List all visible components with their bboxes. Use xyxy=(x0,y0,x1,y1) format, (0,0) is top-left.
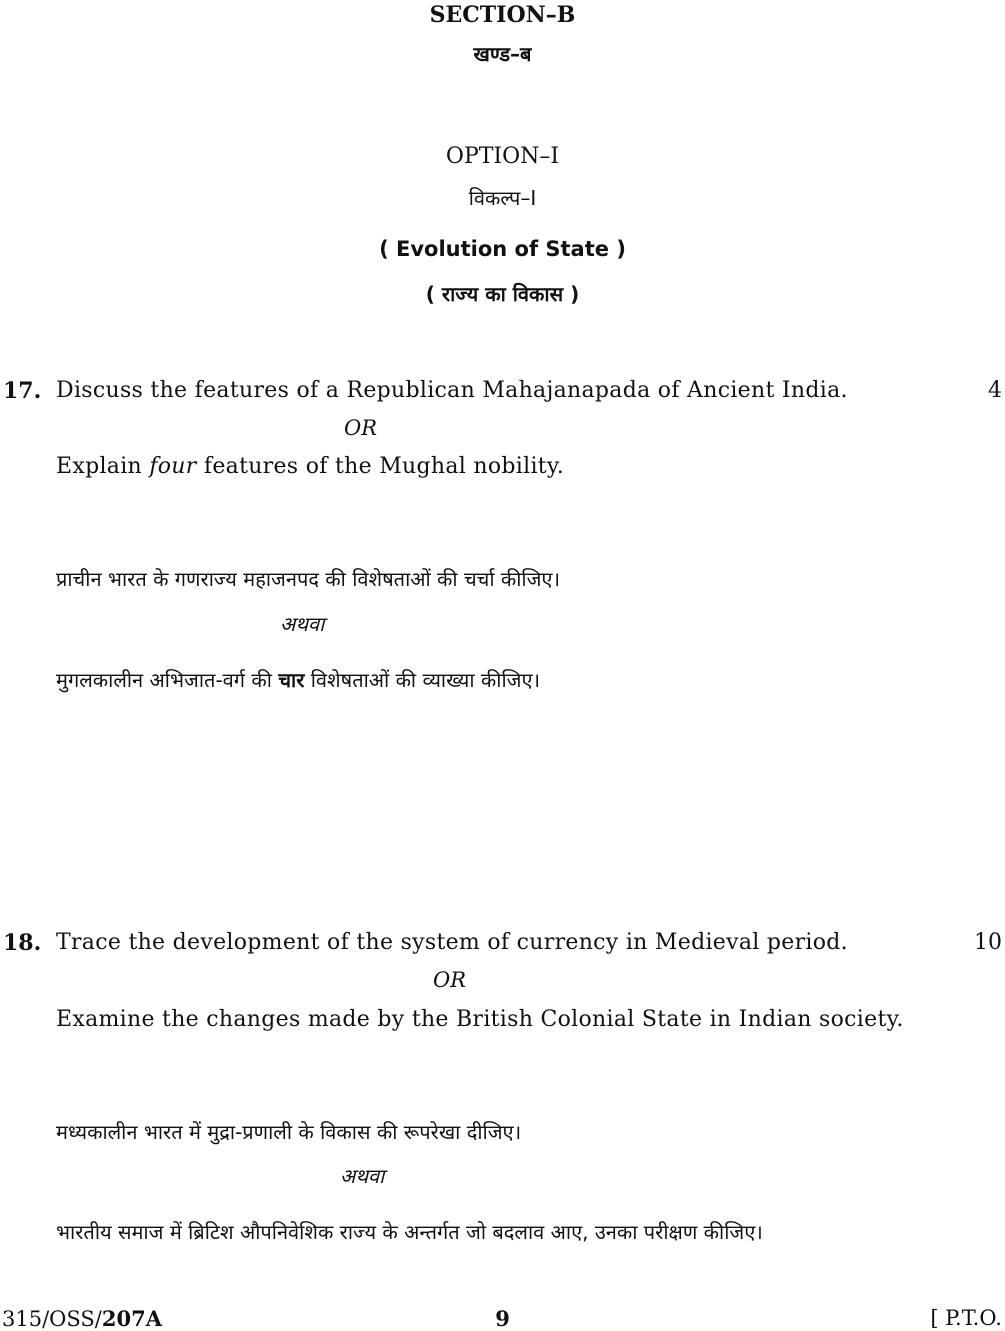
question-18-or-en: OR xyxy=(433,968,467,992)
paper-code-bold: 207A xyxy=(101,1306,162,1331)
question-17-english-part2-post: features of the Mughal nobility. xyxy=(196,454,565,479)
question-number: 17. xyxy=(3,378,42,404)
question-18-hindi-part1: मध्यकालीन भारत में मुद्रा-प्रणाली के विकास की रूपरेखा दीजिए। xyxy=(56,1120,522,1144)
paper-code-prefix: 315/OSS/ xyxy=(2,1307,102,1331)
question-17-hindi-part2 xyxy=(56,666,540,693)
question-17-english-part2-emphasis: four xyxy=(149,454,197,479)
question-17-hindi-part2-bold: चार xyxy=(278,668,305,692)
topic-title-hi: ( राज्य का विकास ) xyxy=(425,282,580,306)
question-17-english-part2 xyxy=(56,454,564,479)
question-18-hindi-part2: भारतीय समाज में ब्रिटिश औपनिवेशिक राज्य के अन्तर्गत जो बदलाव आए, उनका परीक्षण कीजिए। xyxy=(56,1220,763,1244)
question-18-marks: 10 xyxy=(974,930,1002,955)
page-number: 9 xyxy=(495,1306,510,1331)
section-title-en: SECTION–B xyxy=(429,2,576,28)
question-17-hindi-part1: प्राचीन भारत के गणराज्य महाजनपद की विशेषताओं की चर्चा कीजिए। xyxy=(56,567,561,591)
question-17-or-hi: अथवा xyxy=(280,612,325,636)
question-17-or-en: OR xyxy=(344,416,378,440)
question-17-hindi-part2-pre: मुगलकालीन अभिजात-वर्ग की xyxy=(56,668,279,692)
option-title-en: OPTION–I xyxy=(445,144,560,169)
question-18-english-part1: Trace the development of the system of currency in Medieval period. xyxy=(56,930,848,955)
question-17-english-part2-pre: Explain xyxy=(56,454,150,479)
question-18-english-part2: Examine the changes made by the British Colonial State in Indian society. xyxy=(56,1007,904,1032)
please-turn-over: [ P.T.O. xyxy=(930,1306,1002,1330)
question-17-marks: 4 xyxy=(988,378,1002,403)
question-18-or-hi: अथवा xyxy=(340,1164,385,1188)
option-title-hi: विकल्प–I xyxy=(468,186,537,210)
question-17-english-part1: Discuss the features of a Republican Mahajanapada of Ancient India. xyxy=(56,378,848,403)
question-number: 18. xyxy=(3,930,42,956)
topic-title-en: ( Evolution of State ) xyxy=(379,237,626,261)
section-title-hi: खण्ड–ब xyxy=(473,42,532,66)
question-17-hindi-part2-post: विशेषताओं की व्याख्या कीजिए। xyxy=(304,668,541,692)
